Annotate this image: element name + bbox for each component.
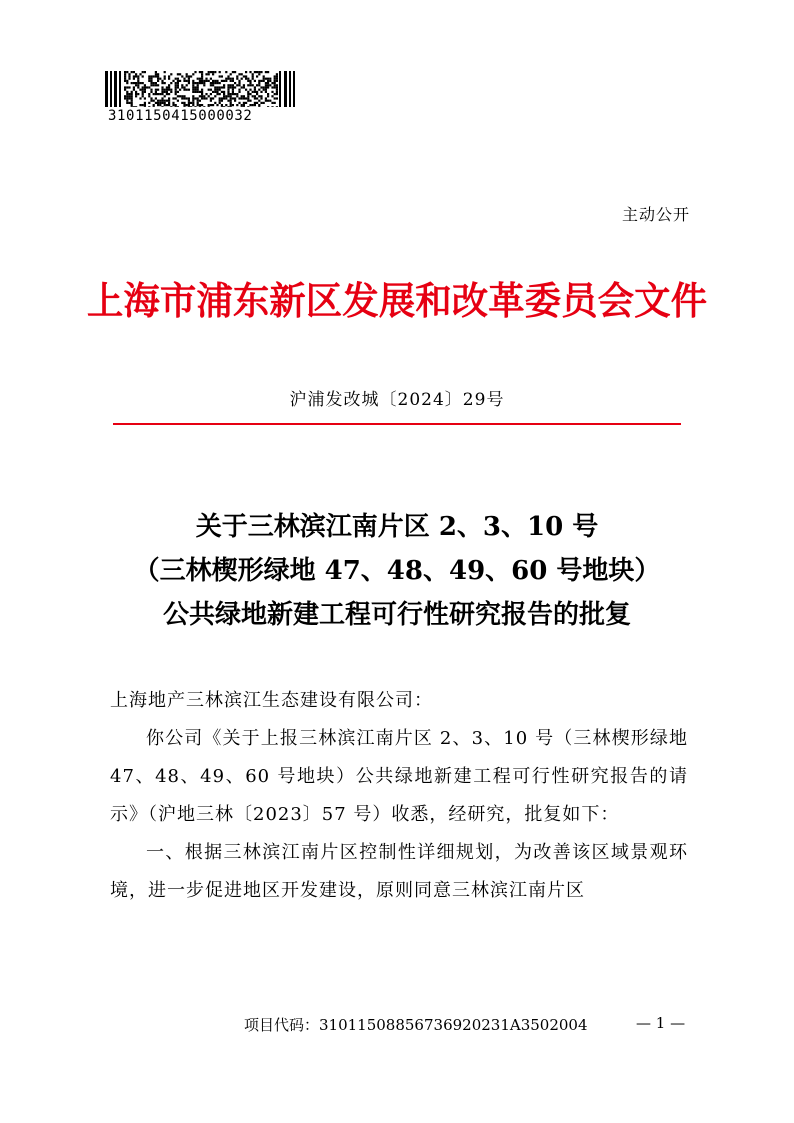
title-line-3: 公共绿地新建工程可行性研究报告的批复 <box>162 600 631 630</box>
barcode-graphic <box>105 71 295 107</box>
title-line-2: （三林楔形绿地 47、48、49、60 号地块） <box>133 556 661 586</box>
disclosure-label: 主动公开 <box>621 205 690 224</box>
body-paragraph-2: 一、根据三林滨江南片区控制性详细规划，为改善该区域景观环境，进一步促进地区开发建设，原则同意三林滨江南片区 <box>110 842 688 901</box>
addressee: 上海地产三林滨江生态建设有限公司： <box>110 690 433 711</box>
red-divider <box>113 423 681 425</box>
document-number: 沪浦发改城〔2024〕29号 <box>289 390 505 410</box>
document-header: 上海市浦东新区发展和改革委员会文件 <box>86 278 708 323</box>
page-number: — 1 — <box>636 1014 686 1032</box>
barcode-number: 3101150415000032 <box>108 108 253 124</box>
document-body <box>110 682 688 910</box>
title-line-1: 关于三林滨江南片区 2、3、10 号 <box>195 512 599 542</box>
body-paragraph-1: 你公司《关于上报三林滨江南片区 2、3、10 号（三林楔形绿地 47、48、49、60 号地块）公共绿地新建工程可行性研究报告的请示》（沪地三林〔2023〕57 号）收悉，经研究，批复如下： <box>110 728 688 825</box>
project-code: 项目代码：31011508856736920231A3502004 <box>244 1016 588 1034</box>
document-title <box>0 505 794 637</box>
barcode <box>105 71 295 107</box>
